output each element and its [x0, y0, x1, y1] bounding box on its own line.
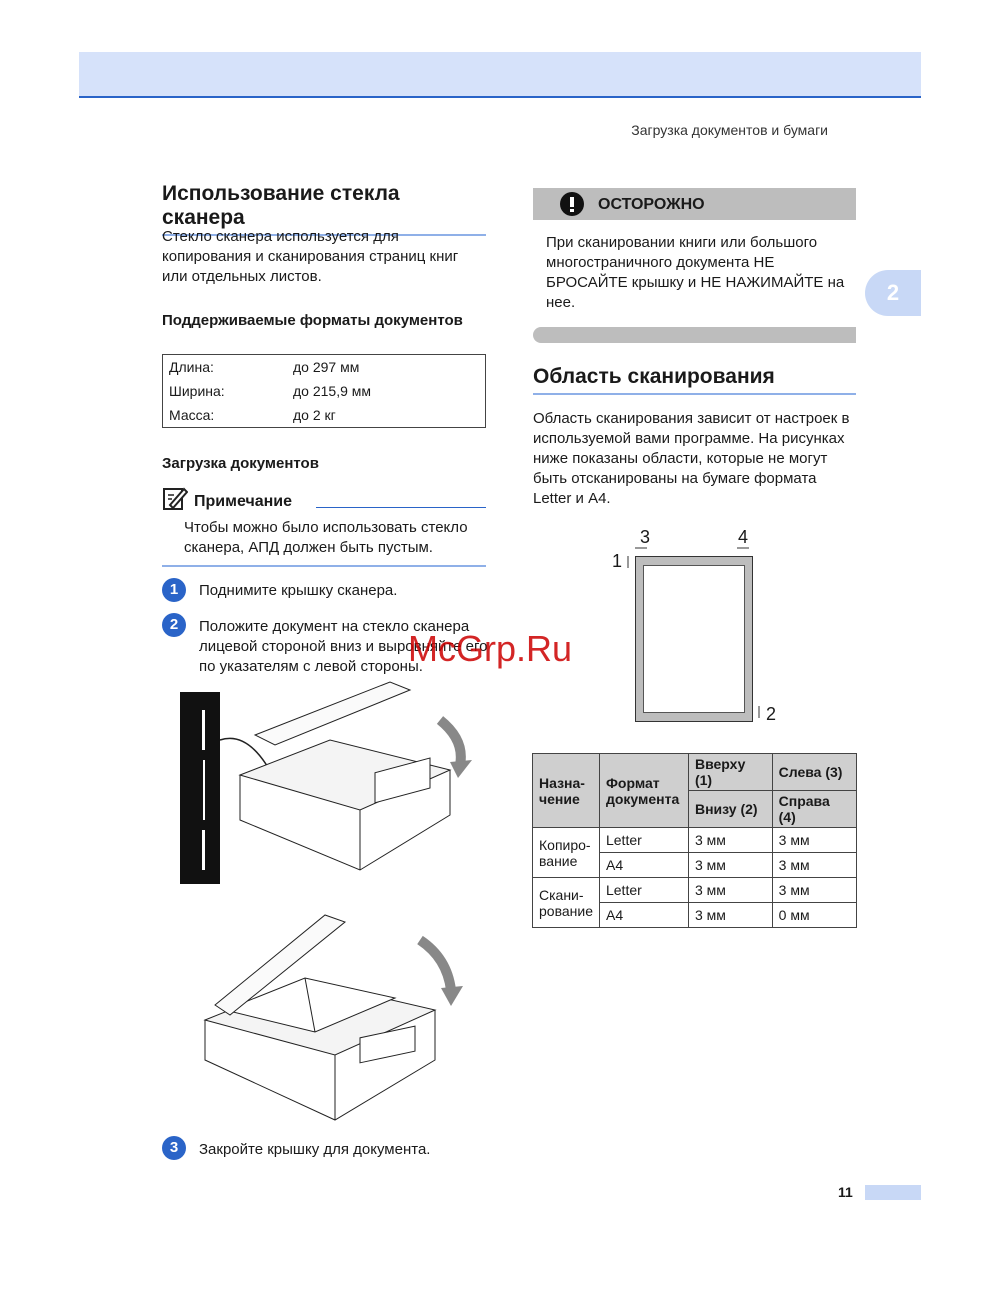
formats-heading: Поддерживаемые форматы документов — [162, 312, 463, 329]
table-row — [163, 379, 486, 403]
watermark: McGrp.Ru — [408, 628, 573, 669]
step-text-1: Поднимите крышку сканера. — [199, 582, 398, 599]
formats-table — [162, 354, 486, 428]
cell-format: A4 — [599, 853, 688, 878]
cell-left-right: 3 мм — [772, 878, 856, 903]
diagram-label-3: 3 — [640, 527, 651, 547]
cell-format: A4 — [599, 903, 688, 928]
cell-top-bottom: 3 мм — [688, 878, 772, 903]
diagram-label-1: 1 — [612, 551, 623, 571]
section-title-scanner-glass: Использование стекла сканера — [162, 182, 486, 236]
header-right: Справа (4) — [772, 791, 856, 828]
cell-format: Letter — [599, 878, 688, 903]
running-head: Загрузка документов и бумаги — [631, 122, 828, 138]
format-value: до 215,9 мм — [293, 383, 372, 399]
step-text-3: Закройте крышку для документа. — [199, 1141, 431, 1158]
header-format: Формат документа — [599, 754, 688, 828]
header-usage: Назна- чение — [533, 754, 600, 828]
printer-book-illustration — [185, 910, 465, 1130]
printer-lid-open-illustration — [180, 680, 480, 890]
step-number-2: 2 — [162, 613, 186, 637]
note-title: Примечание — [194, 493, 293, 510]
step-number-3: 3 — [162, 1136, 186, 1160]
note-pencil-icon — [162, 485, 188, 511]
cell-top-bottom: 3 мм — [688, 828, 772, 853]
diagram-label-4: 4 — [738, 527, 749, 547]
table-row — [163, 355, 486, 380]
intro-text: Стекло сканера используется для копирования и сканирования страниц книг или отдельных листов. — [162, 228, 459, 285]
header-band — [79, 52, 921, 98]
caution-text: При сканировании книги или большого многостраничного документа НЕ БРОСАЙТЕ крышку и НЕ НАЖИМАЙТЕ на нее. — [546, 234, 845, 311]
section-title-scan-area: Область сканирования — [533, 365, 856, 395]
format-value: до 2 кг — [293, 407, 336, 423]
caution-title: ОСТОРОЖНО — [598, 196, 705, 213]
scan-area-text: Область сканирования зависит от настроек в используемой вами программе. На рисунках ниже показаны области, которые не могут быть отсканированы на бумаге формата Letter и A4. — [533, 410, 850, 507]
table-row — [533, 828, 857, 853]
step-text-2: Положите документ на стекло сканера лицевой стороной вниз и выровняйте его по указателям с левой стороны. — [199, 618, 488, 675]
chapter-tab[interactable]: 2 — [865, 270, 921, 316]
page-number: 11 — [838, 1184, 853, 1200]
table-header-row — [533, 754, 857, 791]
page-number-bar — [865, 1185, 921, 1200]
cell-left-right: 3 мм — [772, 828, 856, 853]
format-label: Ширина: — [169, 383, 225, 399]
note-text: Чтобы можно было использовать стекло сканера, АПД должен быть пустым. — [184, 519, 468, 556]
cell-top-bottom: 3 мм — [688, 853, 772, 878]
cell-left-right: 0 мм — [772, 903, 856, 928]
warning-exclamation-icon — [560, 192, 584, 216]
cell-top-bottom: 3 мм — [688, 903, 772, 928]
cell-format: Letter — [599, 828, 688, 853]
format-label: Масса: — [169, 407, 215, 423]
caution-bottom-bar — [533, 327, 856, 343]
header-left: Слева (3) — [772, 754, 856, 791]
table-row — [533, 878, 857, 903]
loading-heading: Загрузка документов — [162, 455, 319, 472]
note-divider — [316, 507, 486, 508]
header-top: Вверху (1) — [688, 754, 772, 791]
note-bottom-rule — [162, 565, 486, 567]
step-number-1: 1 — [162, 578, 186, 602]
cell-usage: Скани- рование — [533, 878, 600, 928]
diagram-label-2: 2 — [766, 704, 777, 724]
scan-margins-table — [532, 753, 857, 928]
table-row — [163, 403, 486, 428]
format-label: Длина: — [169, 359, 214, 375]
cell-usage: Копиро- вание — [533, 828, 600, 878]
cell-left-right: 3 мм — [772, 853, 856, 878]
format-value: до 297 мм — [293, 359, 360, 375]
diagram-margin-arrows — [625, 544, 765, 724]
header-bottom: Внизу (2) — [688, 791, 772, 828]
